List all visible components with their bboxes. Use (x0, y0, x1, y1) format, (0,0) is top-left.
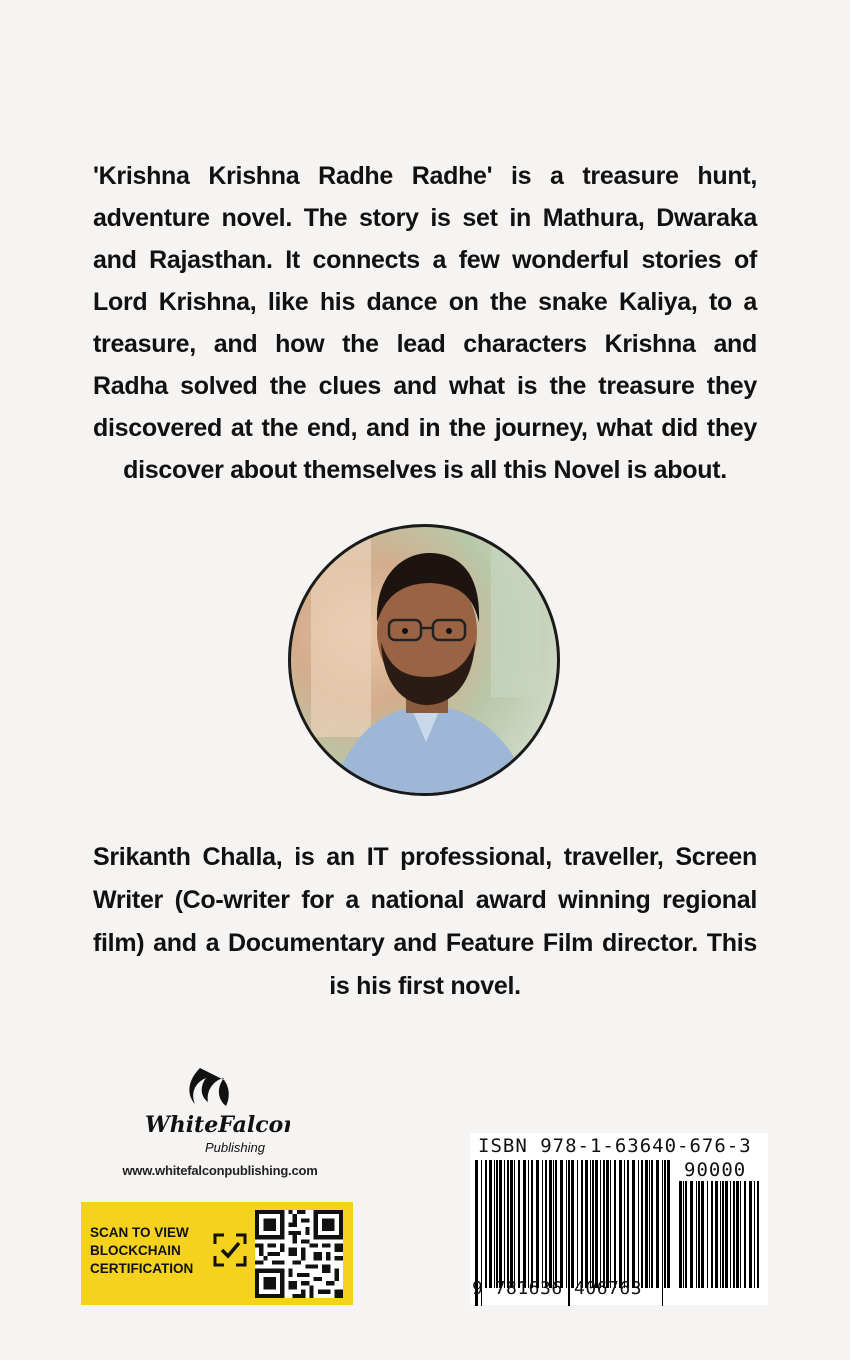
price-barcode (678, 1181, 764, 1306)
barcode-bar (627, 1160, 629, 1288)
barcode-bar (514, 1160, 515, 1288)
barcode-bar (581, 1160, 583, 1288)
barcode-bar (549, 1160, 552, 1288)
barcode-bar (603, 1160, 605, 1288)
barcode-bar (667, 1160, 670, 1288)
barcode-bar (645, 1160, 648, 1288)
barcode-bar (585, 1160, 588, 1288)
barcode-bar (619, 1160, 622, 1288)
isbn-label: ISBN 978-1-63640-676-3 (478, 1135, 752, 1157)
barcode-bar (715, 1181, 718, 1288)
isbn-digits: 9 781636 406763 (472, 1278, 643, 1299)
barcode-bar (730, 1181, 731, 1288)
price-code: 90000 (684, 1159, 747, 1181)
barcode-bar (496, 1160, 498, 1288)
barcode-bar (698, 1181, 700, 1288)
barcode-bar (536, 1160, 539, 1288)
barcode-bar (553, 1160, 554, 1288)
barcode-bar (489, 1160, 492, 1288)
author-photo (288, 524, 560, 796)
cert-line-1: SCAN TO VIEW (90, 1225, 189, 1240)
barcode-bar (600, 1160, 601, 1288)
barcode-bar (651, 1160, 653, 1288)
barcode-bar (722, 1181, 724, 1288)
publisher-logo (140, 1060, 290, 1160)
barcode-bar (560, 1160, 563, 1288)
publisher-logo-name: WhiteFalcon (145, 1112, 290, 1138)
barcode-bar (656, 1160, 659, 1288)
barcode-bar (711, 1181, 713, 1288)
barcode-bar (638, 1160, 639, 1288)
barcode-bar (494, 1160, 495, 1288)
barcode-bar (683, 1181, 684, 1288)
barcode-bar (690, 1181, 693, 1288)
cert-line-2: BLOCKCHAIN (90, 1243, 181, 1258)
barcode-bar (733, 1181, 735, 1288)
barcode-bar (595, 1160, 598, 1288)
barcode-bar (641, 1160, 643, 1288)
barcode-bar (555, 1160, 557, 1288)
barcode-bar (632, 1160, 635, 1288)
barcode-bar (649, 1160, 650, 1288)
cert-line-3: CERTIFICATION (90, 1261, 194, 1276)
cert-text (90, 1224, 220, 1278)
barcode-bar (485, 1160, 487, 1288)
barcode-bar (679, 1181, 682, 1288)
barcode-bar (614, 1160, 616, 1288)
barcode-bar (499, 1160, 502, 1288)
barcode-bar (744, 1181, 746, 1288)
barcode-bar (720, 1181, 721, 1288)
barcode-bar (531, 1160, 533, 1288)
publisher-logo-subtitle: Publishing (205, 1140, 265, 1155)
barcode-bar (685, 1181, 687, 1288)
barcode-bar (571, 1160, 574, 1288)
barcode-bar (749, 1181, 752, 1288)
barcode-bar (707, 1181, 708, 1288)
barcode-bar (566, 1160, 567, 1288)
barcode-bar (757, 1181, 759, 1288)
barcode-bar (545, 1160, 547, 1288)
barcode-bar (696, 1181, 697, 1288)
barcode-bar (504, 1160, 505, 1288)
barcode-bar (754, 1181, 755, 1288)
barcode-bar (606, 1160, 609, 1288)
author-bio: Srikanth Challa, is an IT professional, traveller, Screen Writer (Co-writer for a national award winning regional film) and a Documentary and Feature Film director. This is his first novel. (93, 843, 757, 1000)
falcon-icon (189, 1068, 228, 1106)
blockchain-cert-panel[interactable] (81, 1202, 353, 1305)
publisher-url[interactable]: www.whitefalconpublishing.com (122, 1163, 318, 1178)
barcode-bar (590, 1160, 591, 1288)
barcode-bar (701, 1181, 704, 1288)
barcode-bar (610, 1160, 611, 1288)
barcode-bar (624, 1160, 625, 1288)
barcode-bar (528, 1160, 529, 1288)
barcode-bar (507, 1160, 509, 1288)
barcode-bar (740, 1181, 741, 1288)
check-scan-icon (212, 1232, 248, 1268)
qr-code[interactable] (255, 1210, 343, 1298)
barcode-bar (736, 1181, 739, 1288)
barcode-bar (577, 1160, 578, 1288)
barcode-bar (542, 1160, 543, 1288)
barcode-bar (664, 1160, 666, 1288)
barcode-bar (725, 1181, 728, 1288)
book-blurb: 'Krishna Krishna Radhe Radhe' is a treasure hunt, adventure novel. The story is set in Mathura, Dwaraka and Rajasthan. It connects a few wonderful stories of Lord Krishna, like his dance on the snake Kaliya, to a treasure, and how the lead characters Krishna and Radha solved the clues and what is the treasure they discovered at the end, and in the journey, what did they discover about themselves is all this Novel is about. (93, 162, 757, 484)
isbn-barcode-panel (470, 1133, 768, 1305)
barcode-bar (523, 1160, 526, 1288)
barcode-bar (592, 1160, 594, 1288)
barcode-bar (518, 1160, 520, 1288)
barcode-bar (510, 1160, 513, 1288)
